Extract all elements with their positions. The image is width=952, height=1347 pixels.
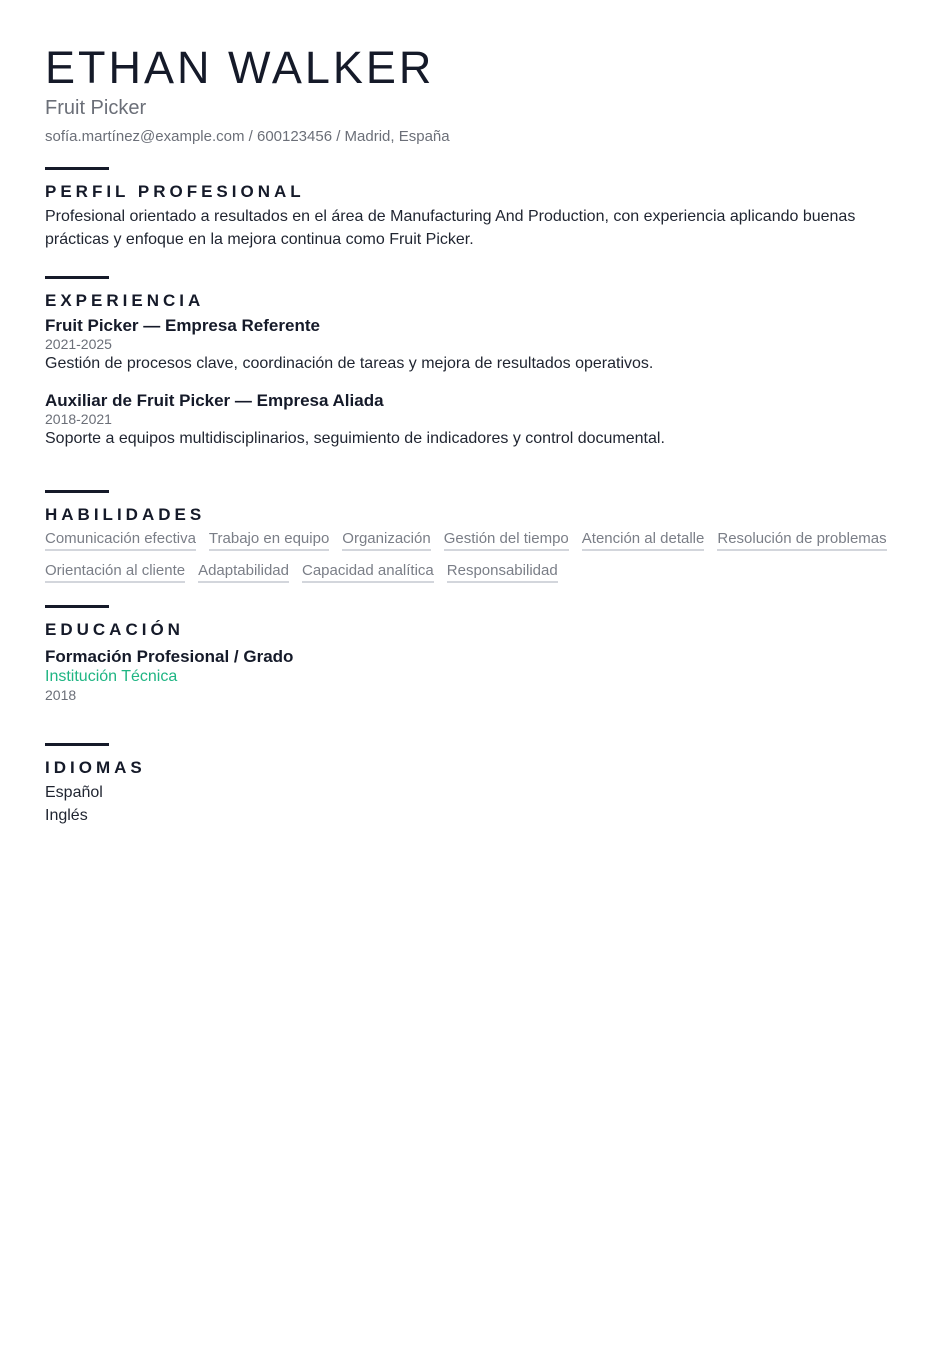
job-title: Fruit Picker — Empresa Referente: [45, 316, 320, 335]
job-period: 2021-2025: [45, 336, 112, 352]
skills-list: [45, 530, 915, 583]
section-title-profile: PERFIL PROFESIONAL: [45, 182, 305, 201]
section-divider: [45, 276, 109, 279]
section-divider: [45, 167, 109, 170]
job-period: 2018-2021: [45, 411, 112, 427]
language-item: Inglés: [45, 807, 88, 824]
section-title-skills: HABILIDADES: [45, 505, 206, 524]
section-divider: [45, 743, 109, 746]
education-institution: Institución Técnica: [45, 668, 178, 685]
section-divider: [45, 490, 109, 493]
skill-tag: Organización: [342, 530, 430, 551]
education-degree: Formación Profesional / Grado: [45, 647, 294, 666]
experience-item: [45, 316, 915, 375]
experience-item: [45, 391, 915, 450]
contact-line: sofía.martínez@example.com / 600123456 / Madrid, España: [45, 128, 450, 145]
skill-tag: Trabajo en equipo: [209, 530, 329, 551]
languages-list: [45, 781, 915, 827]
section-divider: [45, 605, 109, 608]
skill-tag: Capacidad analítica: [302, 562, 434, 583]
section-title-experience: EXPERIENCIA: [45, 291, 205, 310]
skill-tag: Orientación al cliente: [45, 562, 185, 583]
skill-tag: Comunicación efectiva: [45, 530, 196, 551]
skill-tag: Adaptabilidad: [198, 562, 289, 583]
skill-tag: Responsabilidad: [447, 562, 558, 583]
language-item: Español: [45, 784, 103, 801]
profile-text: Profesional orientado a resultados en el área de Manufacturing And Production, con experiencia aplicando buenas prácticas y enfoque en la mejora continua como Fruit Picker.: [45, 208, 856, 248]
skill-tag: Atención al detalle: [582, 530, 705, 551]
education-year: 2018: [45, 687, 77, 703]
section-title-education: EDUCACIÓN: [45, 620, 184, 639]
skill-tag: Gestión del tiempo: [444, 530, 569, 551]
job-description: Soporte a equipos multidisciplinarios, seguimiento de indicadores y control documental.: [45, 430, 665, 447]
candidate-name: ETHAN WALKER: [45, 42, 435, 93]
skill-tag: Resolución de problemas: [717, 530, 886, 551]
resume-page: [45, 0, 915, 827]
candidate-role: Fruit Picker: [45, 97, 147, 119]
section-title-languages: IDIOMAS: [45, 758, 146, 777]
job-title: Auxiliar de Fruit Picker — Empresa Aliada: [45, 391, 384, 410]
job-description: Gestión de procesos clave, coordinación de tareas y mejora de resultados operativos.: [45, 355, 654, 372]
